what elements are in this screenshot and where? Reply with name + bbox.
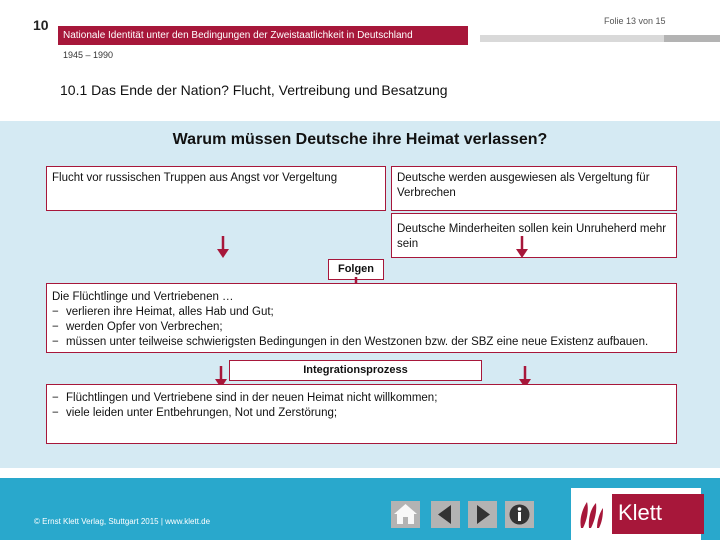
info-icon bbox=[505, 501, 534, 528]
home-icon bbox=[391, 501, 420, 528]
arrow-down-icon bbox=[516, 236, 528, 260]
cause-box-ausgewiesen: Deutsche werden ausgewiesen als Vergeltung für Verbrechen bbox=[391, 166, 677, 211]
home-button[interactable] bbox=[391, 501, 420, 528]
header-rule bbox=[480, 35, 664, 42]
forward-button[interactable] bbox=[468, 501, 497, 528]
list-item: − müssen unter teilweise schwierigsten Bedingungen in den Westzonen bzw. der SBZ eine neue Existenz aufbauen. bbox=[52, 336, 649, 348]
list-item: − viele leiden unter Entbehrungen, Not und Zerstörung; bbox=[52, 407, 338, 419]
list-item: − verlieren ihre Heimat, alles Hab und Gut; bbox=[52, 306, 274, 318]
cause-box-minderheiten: Deutsche Minderheiten sollen kein Unruheherd mehr sein bbox=[391, 213, 677, 258]
section-title: 10.1 Das Ende der Nation? Flucht, Vertreibung und Besatzung bbox=[60, 82, 448, 98]
folgen-box bbox=[46, 283, 677, 353]
folgen-label: Folgen bbox=[328, 259, 384, 280]
integration-box bbox=[46, 384, 677, 444]
chapter-number: 10 bbox=[33, 17, 49, 33]
footer-copyright: © Ernst Klett Verlag, Stuttgart 2015 | www.klett.de bbox=[34, 517, 211, 526]
logo-text: Klett bbox=[618, 500, 663, 525]
slide-counter: Folie 13 von 15 bbox=[604, 16, 666, 26]
header-right-bar bbox=[664, 35, 720, 42]
forward-icon bbox=[468, 501, 497, 528]
list-item: − Flüchtlingen und Vertriebene sind in der neuen Heimat nicht willkommen; bbox=[52, 392, 438, 404]
period-label: 1945 – 1990 bbox=[63, 50, 114, 60]
list-item: − werden Opfer von Verbrechen; bbox=[52, 321, 223, 333]
cause-box-flucht: Flucht vor russischen Truppen aus Angst vor Vergeltung bbox=[46, 166, 386, 211]
folgen-intro: Die Flüchtlinge und Vertriebenen … bbox=[52, 291, 234, 303]
info-button[interactable] bbox=[505, 501, 534, 528]
header-title: Nationale Identität unter den Bedingungen der Zweistaatlichkeit in Deutschland bbox=[63, 30, 413, 41]
back-button[interactable] bbox=[431, 501, 460, 528]
main-question: Warum müssen Deutsche ihre Heimat verlassen? bbox=[172, 131, 548, 148]
arrow-down-icon bbox=[217, 236, 229, 260]
klett-logo-icon bbox=[575, 498, 605, 532]
integration-label: Integrationsprozess bbox=[229, 360, 482, 381]
back-icon bbox=[431, 501, 460, 528]
